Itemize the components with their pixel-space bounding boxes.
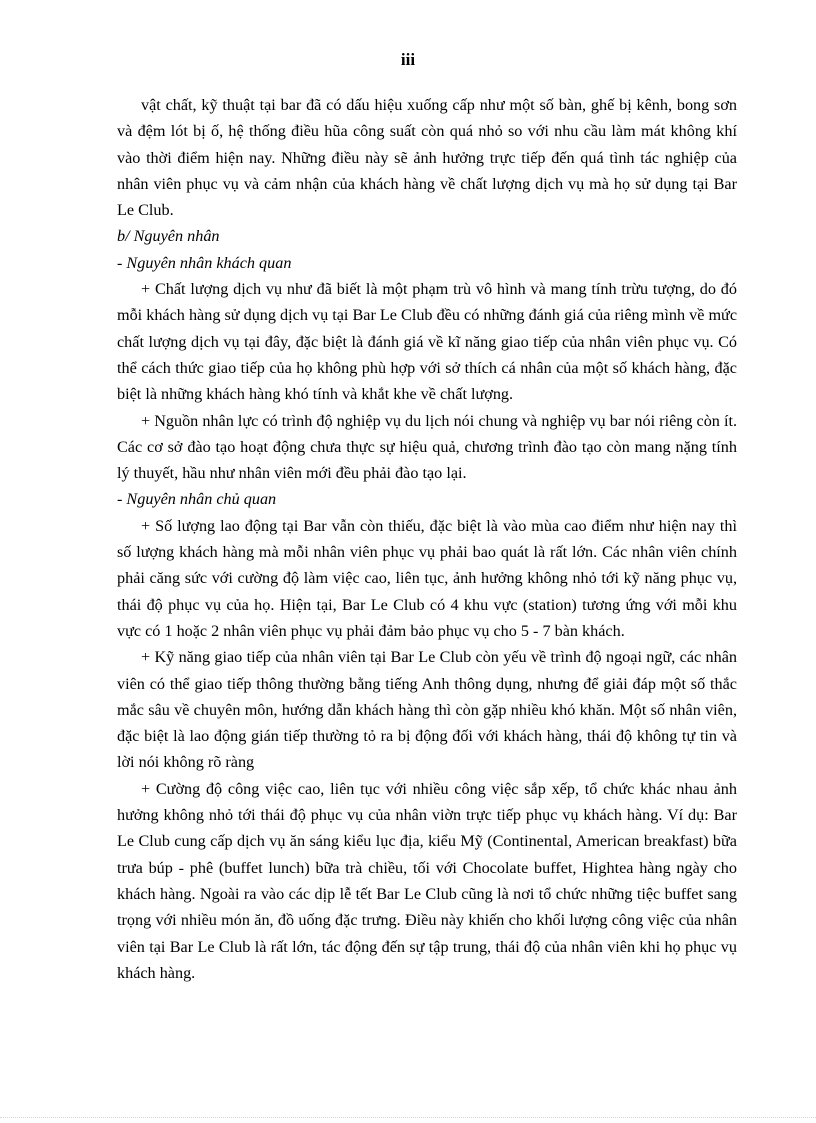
paragraph-communication-skills: + Kỹ năng giao tiếp của nhân viên tại Bar Le Club còn yếu về trình độ ngoại ngữ, các nhân viên có thể giao tiếp thông thường bằng tiếng Anh thông dụng, nhưng để giải đáp một số thắc mắc sâu về chuyên môn, hướng dẫn khách hàng thì còn gặp nhiều khó khăn. Một số nhân viên, đặc biệt là lao động gián tiếp thường tỏ ra bị động đối với khách hàng, thái độ không tự tin và lời nói không rõ ràng <box>117 648 737 772</box>
paragraph-workload: + Cường độ công việc cao, liên tục với nhiều công việc sắp xếp, tổ chức khác nhau ảnh hưởng không nhỏ tới thái độ phục vụ của nhân viờn trực tiếp phục vụ khách hàng. Ví dụ: Bar Le Club cung cấp dịch vụ ăn sáng kiểu lục địa, kiểu Mỹ (Continental, American breakfast) bữa trưa búp - phê (buffet lunch) bữa trà chiều, tối với Chocolate buffet, Hightea hàng ngày cho khách hàng. Ngoài ra vào các dịp lễ tết Bar Le Club cũng là nơi tổ chức những tiệc buffet sang trọng với nhiều món ăn, đồ uống đặc trưng. Điều này khiến cho khối lượng công việc của nhân viên tại Bar Le Club là rất lớn, tác động đến sự tập trung, thái độ của nhân viên khi họ phục vụ khách hàng. <box>117 779 737 982</box>
bottom-dotted-rule <box>0 1117 816 1118</box>
paragraph-facilities: vật chất, kỹ thuật tại bar đã có dấu hiệu xuống cấp như một số bàn, ghế bị kênh, bong sơn và đệm lót bị ố, hệ thống điều hũa công suất còn quá nhỏ so với nhu cầu làm mát không khí vào thời điểm hiện nay. Những điều này sẽ ảnh hưởng trực tiếp đến quá tình tác nghiệp của nhân viên phục vụ và cảm nhận của khách hàng về chất lượng dịch vụ mà họ sử dụng tại Bar Le Club. <box>117 96 737 220</box>
heading-causes: b/ Nguyên nhân <box>117 227 220 246</box>
heading-subjective-causes: - Nguyên nhân chủ quan <box>117 490 277 509</box>
paragraph-staff-shortage: + Số lượng lao động tại Bar vẫn còn thiếu, đặc biệt là vào mùa cao điểm như hiện nay thì số lượng khách hàng mà mỗi nhân viên phục vụ phải bao quát là rất lớn. Các nhân viên chính phải căng sức với cường độ làm việc cao, liên tục, ảnh hưởng không nhỏ tới kỹ năng phục vụ, thái độ phục vụ của họ. Hiện tại, Bar Le Club có 4 khu vực (station) tương ứng với mỗi khu vực có 1 hoặc 2 nhân viên phục vụ phải đảm bảo phục vụ cho 5 - 7 bàn khách. <box>117 516 737 640</box>
document-body <box>117 92 737 986</box>
page-number: iii <box>400 50 416 69</box>
paragraph-human-resources: + Nguồn nhân lực có trình độ nghiệp vụ du lịch nói chung và nghiệp vụ bar nói riêng còn ít. Các cơ sở đào tạo hoạt động chưa thực sự hiệu quả, chương trình đào tạo còn mang nặng tính lý thuyết, hầu như nhân viên mới đều phải đào tạo lại. <box>117 411 737 483</box>
heading-objective-causes: - Nguyên nhân khách quan <box>117 253 292 272</box>
paragraph-service-quality: + Chất lượng dịch vụ như đã biết là một phạm trù vô hình và mang tính trừu tượng, do đó mỗi khách hàng sử dụng dịch vụ tại Bar Le Club đều có những đánh giá của riêng mình về mức chất lượng dịch vụ tại đây, đặc biệt là đánh giá về kĩ năng giao tiếp của nhân viên phục vụ. Có thể cách thức giao tiếp của họ không phù hợp với sở thích cá nhân của một số khách hàng, đặc biệt là những khách hàng khó tính và khắt khe về chất lượng. <box>117 280 737 404</box>
